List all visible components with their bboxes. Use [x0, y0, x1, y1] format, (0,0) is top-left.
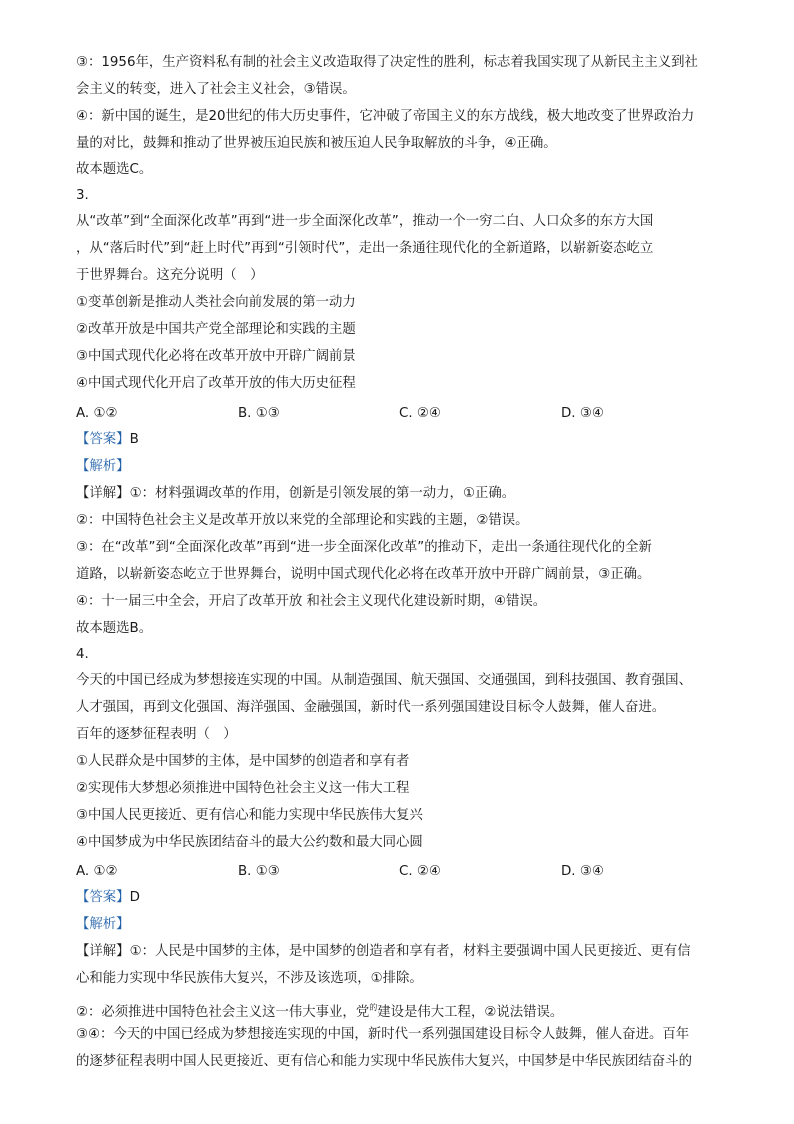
- q3-statement-4: ④中国式现代化开启了改革开放的伟大历史征程: [76, 376, 356, 391]
- q4-option-a: A. ①②: [76, 864, 118, 879]
- q4-detail-line: 的逐梦征程表明中国人民更接近、更有信心和能力实现中华民族伟大复兴，中国梦是中华民族团结奋斗的: [76, 1054, 692, 1069]
- answer-tag: 【答案】: [76, 432, 130, 447]
- q3-conclusion: 故本题选B。: [76, 621, 153, 636]
- q3-detail-line: ②：中国特色社会主义是改革开放以来党的全部理论和实践的主题，②错误。: [76, 513, 529, 528]
- q4-analysis-tag: 【解析】: [76, 917, 130, 932]
- q3-number: 3.: [76, 188, 89, 203]
- superscript-char: 的: [369, 1003, 378, 1012]
- detail-text: ①：人民是中国梦的主体，是中国梦的创造者和享有者，材料主要强调中国人民更接近、更有信: [129, 944, 691, 959]
- detail-text: 建设是伟大工程，②说法错误。: [377, 1005, 564, 1020]
- q3-statement-1: ①变革创新是推动人类社会向前发展的第一动力: [76, 295, 356, 310]
- q4-option-b: B. ①③: [238, 864, 280, 879]
- q4-option-c: C. ②④: [399, 864, 441, 879]
- q2-analysis-line: ④：新中国的诞生，是20世纪的伟大历史事件，它冲破了帝国主义的东方战线，极大地改变了世界政治力: [76, 109, 695, 124]
- q2-analysis-line: 量的对比，鼓舞和推动了世界被压迫民族和被压迫人民争取解放的斗争，④正确。: [76, 136, 557, 151]
- q3-statement-2: ②改革开放是中国共产党全部理论和实践的主题: [76, 322, 356, 337]
- q3-statement-3: ③中国式现代化必将在改革开放中开辟广阔前景: [76, 349, 356, 364]
- detail-text: ①：材料强调改革的作用，创新是引领发展的第一动力，①正确。: [129, 486, 516, 501]
- q2-analysis-line: ③：1956年，生产资料私有制的社会主义改造取得了决定性的胜利，标志着我国实现了从新民主主义到社: [76, 55, 698, 70]
- q4-statement-2: ②实现伟大梦想必须推进中国特色社会主义这一伟大工程: [76, 781, 410, 796]
- answer-tag: 【答案】: [76, 890, 130, 905]
- q4-detail-line: ③④：今天的中国已经成为梦想接连实现的中国，新时代一系列强国建设目标令人鼓舞，催人奋进。百年: [76, 1027, 690, 1042]
- q3-detail-line: [76, 484, 515, 504]
- q4-option-d: D. ③④: [561, 864, 604, 879]
- q4-stem-line: 人才强国，再到文化强国、海洋强国、金融强国，新时代一系列强国建设目标令人鼓舞，催人奋进。: [76, 700, 666, 715]
- q3-option-c: C. ②④: [399, 406, 441, 421]
- detail-tag: 【详解】: [76, 486, 130, 501]
- q3-detail-line: ③：在“改革”到“全面深化改革”再到“进一步全面深化改革”的推动下，走出一条通往现代化的全新: [76, 540, 652, 555]
- q4-detail-line: [76, 942, 691, 962]
- q4-statement-4: ④中国梦成为中华民族团结奋斗的最大公约数和最大同心圆: [76, 835, 423, 850]
- q4-statement-1: ①人民群众是中国梦的主体，是中国梦的创造者和享有者: [76, 754, 410, 769]
- q3-option-b: B. ①③: [238, 406, 280, 421]
- q3-detail-line: ④：十一届三中全会，开启了改革开放 和社会主义现代化建设新时期，④错误。: [76, 594, 547, 609]
- q3-option-a: A. ①②: [76, 406, 118, 421]
- q4-statement-3: ③中国人民更接近、更有信心和能力实现中华民族伟大复兴: [76, 808, 423, 823]
- detail-text: ②：必须推进中国特色社会主义这一伟大事业，党: [76, 1005, 370, 1020]
- answer-value: D: [129, 890, 140, 905]
- q3-option-d: D. ③④: [561, 406, 604, 421]
- answer-value: B: [129, 432, 139, 447]
- q3-answer: [76, 430, 139, 450]
- q3-detail-line: 道路，以崭新姿态屹立于世界舞台，说明中国式现代化必将在改革开放中开辟广阔前景，③正确。: [76, 567, 651, 582]
- q4-detail-line: 心和能力实现中华民族伟大复兴，不涉及该选项，①排除。: [76, 971, 423, 986]
- q2-conclusion: 故本题选C。: [76, 162, 153, 177]
- q2-analysis-line: 会主义的转变，进入了社会主义社会，③错误。: [76, 82, 356, 97]
- q3-stem-line: 于世界舞台。这充分说明（ ）: [76, 268, 264, 283]
- q3-analysis-tag: 【解析】: [76, 459, 130, 474]
- q4-number: 4.: [76, 647, 89, 662]
- detail-tag: 【详解】: [76, 944, 130, 959]
- q4-detail-line: [76, 998, 563, 1023]
- q3-stem-line: 从“改革”到“全面深化改革”再到“进一步全面深化改革”，推动一个一穷二白、人口众多的东方大国: [76, 214, 654, 229]
- q4-stem-line: 百年的逐梦征程表明（ ）: [76, 727, 237, 742]
- q4-answer: [76, 888, 140, 908]
- q4-stem-line: 今天的中国已经成为梦想接连实现的中国。从制造强国、航天强国、交通强国，到科技强国、教育强国、: [76, 673, 692, 688]
- q3-stem-line: ，从“落后时代”到“赶上时代”再到“引领时代”，走出一条通往现代化的全新道路，以崭新姿态屹立: [76, 241, 654, 256]
